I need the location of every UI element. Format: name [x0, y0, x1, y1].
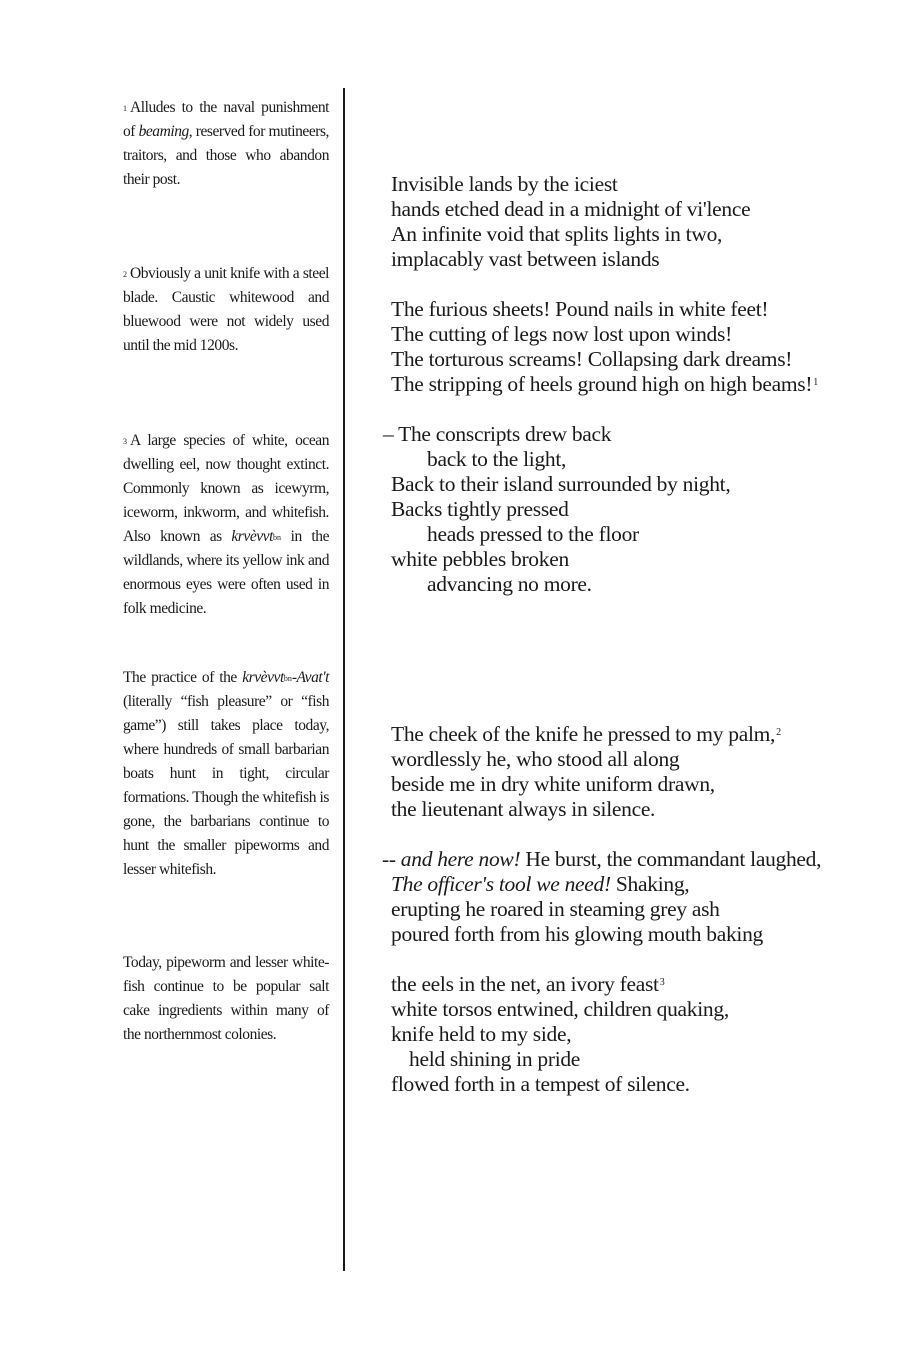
poem-line: An infinite void that splits lights in two, — [391, 222, 723, 246]
poem-line: beside me in dry white uniform drawn, — [391, 772, 715, 796]
poem-line: held shining in pride — [409, 1047, 581, 1071]
poem-dash: -- — [382, 847, 401, 871]
poem-line: poured forth from his glowing mouth baking — [391, 922, 763, 946]
poem-line — [382, 847, 821, 872]
note-superscript: bn — [283, 674, 292, 683]
footnote-marker: 1 — [123, 104, 127, 113]
poem-line — [391, 722, 821, 747]
poem-line: wordlessly he, who stood all along — [391, 747, 680, 771]
footnote-reference: 1 — [813, 377, 818, 388]
poem-emphasis: The officer's tool we need! — [391, 872, 611, 896]
footnote-text: A large species of white, ocean dwelling eel, now thought extinct. Commonly known as icewyrm, iceworm, inkworm, and whitefish. Also known as — [123, 432, 329, 545]
poem-line-text: Shaking, — [610, 872, 690, 896]
poem-emphasis: and here now! — [400, 847, 521, 871]
footnote-text: Obviously a unit knife with a steel blade. Caustic whitewood and bluewood were not widely used until the mid 1200s. — [123, 265, 329, 354]
margin-note-practice — [123, 666, 329, 882]
footnote-text: Alludes to the naval punishment of — [123, 99, 329, 140]
poem-line: white pebbles broken — [391, 547, 569, 571]
footnote-text: in the wildlands, where its yellow ink and enormous eyes were often used in folk medicine. — [123, 528, 329, 617]
poem-line: knife held to my side, — [391, 1022, 572, 1046]
poem-line: back to the light, — [427, 447, 567, 471]
poem-line: The cutting of legs now lost upon winds! — [391, 322, 732, 346]
footnote-text: , reserved for mutineers, traitors, and those who abandon their post. — [123, 123, 329, 188]
note-emphasis: -Avat't — [291, 669, 329, 686]
note-text: The practice of the — [123, 669, 243, 686]
poem-line — [391, 972, 821, 997]
poem-line: hands etched dead in a midnight of vi'lence — [391, 197, 751, 221]
note-text: (literally “fish pleasure” or “fish game”) still takes place today, where hundreds of small barbarian boats hunt in tight, circular formations. Though the whitefish is gone, the barbarians continue to hunt the smaller pipeworms and lesser whitefish. — [123, 693, 329, 878]
poem-line: heads pressed to the floor — [427, 522, 639, 546]
footnote-2 — [123, 262, 329, 358]
poem-line — [391, 372, 821, 397]
poem — [382, 172, 822, 1097]
poem-line-text: The cheek of the knife he pressed to my palm, — [391, 722, 776, 746]
poem-line: advancing no more. — [427, 572, 592, 596]
poem-line-text: The stripping of heels ground high on high beams! — [391, 372, 813, 396]
poem-line: flowed forth in a tempest of silence. — [391, 1072, 690, 1096]
footnote-3 — [123, 429, 329, 621]
poem-line: erupting he roared in steaming grey ash — [391, 897, 720, 921]
poem-line: white torsos entwined, children quaking, — [391, 997, 729, 1021]
poem-line: – The conscripts drew back — [383, 422, 612, 446]
poem-line: The torturous screams! Collapsing dark dreams! — [391, 347, 793, 371]
footnote-emphasis: krvèvvt — [231, 528, 273, 545]
footnote-superscript: bn — [272, 533, 281, 542]
poem-line: Back to their island surrounded by night, — [391, 472, 731, 496]
column-divider — [343, 88, 345, 1271]
poem-line: Invisible lands by the iciest — [391, 172, 618, 196]
poem-line-text: He burst, the commandant laughed, — [520, 847, 822, 871]
poem-line: The furious sheets! Pound nails in white feet! — [391, 297, 769, 321]
poem-line: implacably vast between islands — [391, 247, 660, 271]
margin-note-today — [123, 951, 329, 1047]
note-emphasis: krvèvvt — [242, 669, 284, 686]
footnote-reference: 3 — [659, 977, 665, 988]
poem-line: the lieutenant always in silence. — [391, 797, 656, 821]
footnote-marker: 2 — [123, 270, 127, 279]
footnote-1 — [123, 96, 329, 192]
poem-line — [391, 872, 821, 897]
poem-line-text: the eels in the net, an ivory feast — [391, 972, 659, 996]
note-text: Today, pipeworm and lesser white-fish continue to be popular salt cake ingredients within many of the northernmost colonies. — [123, 954, 329, 1043]
footnote-emphasis: beaming — [138, 123, 189, 140]
poem-line: Backs tightly pressed — [391, 497, 569, 521]
footnote-marker: 3 — [123, 437, 127, 446]
footnote-reference: 2 — [776, 727, 781, 738]
